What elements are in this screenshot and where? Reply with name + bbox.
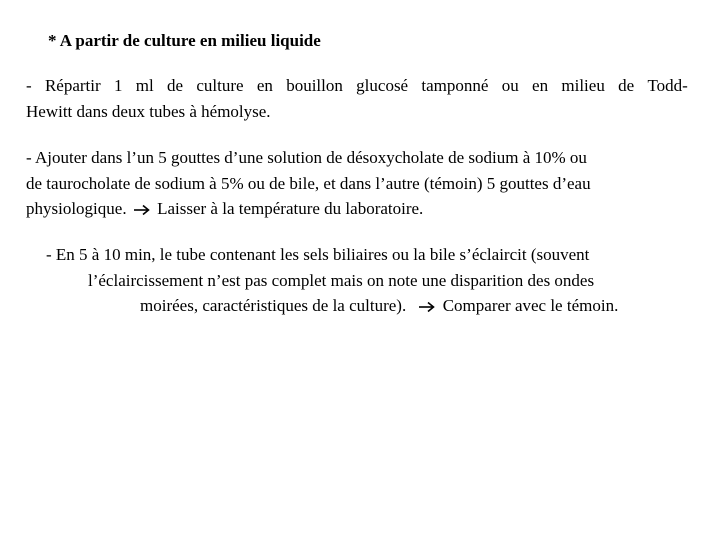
- paragraph-1-word: en: [532, 76, 549, 95]
- paragraph-1-word: Todd-: [647, 76, 688, 95]
- paragraph-1-word: -: [26, 76, 32, 95]
- paragraph-1-word: 1: [113, 76, 123, 95]
- paragraph-1-word: de: [618, 76, 635, 95]
- paragraph-2-line-3: [26, 197, 423, 223]
- paragraph-3-line-3-end: Comparer avec le témoin.: [442, 296, 619, 315]
- paragraph-1-line-1: [26, 74, 688, 98]
- paragraph-1-line-2: Hewitt dans deux tubes à hémolyse.: [26, 102, 271, 121]
- paragraph-3-line-1: - En 5 à 10 min, le tube contenant les sels biliaires ou la bile s’éclaircit (souvent: [46, 245, 590, 264]
- paragraph-1-word: bouillon: [286, 76, 343, 95]
- paragraph-1-word: en: [256, 76, 273, 95]
- paragraph-1-word: milieu: [561, 76, 605, 95]
- section-heading: * A partir de culture en milieu liquide: [48, 31, 321, 50]
- paragraph-3-line-3-start: moirées, caractéristiques de la culture).: [140, 296, 407, 315]
- paragraph-2-line-1: - Ajouter dans l’un 5 gouttes d’une solution de désoxycholate de sodium à 10% ou: [26, 148, 587, 167]
- paragraph-1-word: culture: [196, 76, 244, 95]
- right-arrow-icon: [133, 199, 151, 223]
- right-arrow-icon: [418, 296, 436, 320]
- paragraph-1-word: ou: [501, 76, 519, 95]
- paragraph-1-word: ml: [135, 76, 154, 95]
- paragraph-2-line-3-start: physiologique.: [26, 199, 127, 218]
- paragraph-2-line-2: de taurocholate de sodium à 5% ou de bile, et dans l’autre (témoin) 5 gouttes d’eau: [26, 174, 591, 193]
- paragraph-1-word: glucosé: [356, 76, 409, 95]
- paragraph-2-line-3-end: Laisser à la température du laboratoire.: [157, 199, 424, 218]
- paragraph-3-line-2: l’éclaircissement n’est pas complet mais on note une disparition des ondes: [88, 271, 595, 290]
- paragraph-1-word: tamponné: [421, 76, 489, 95]
- paragraph-3-line-3: [140, 294, 618, 320]
- paragraph-1-word: Répartir: [44, 76, 101, 95]
- paragraph-1-word: de: [167, 76, 184, 95]
